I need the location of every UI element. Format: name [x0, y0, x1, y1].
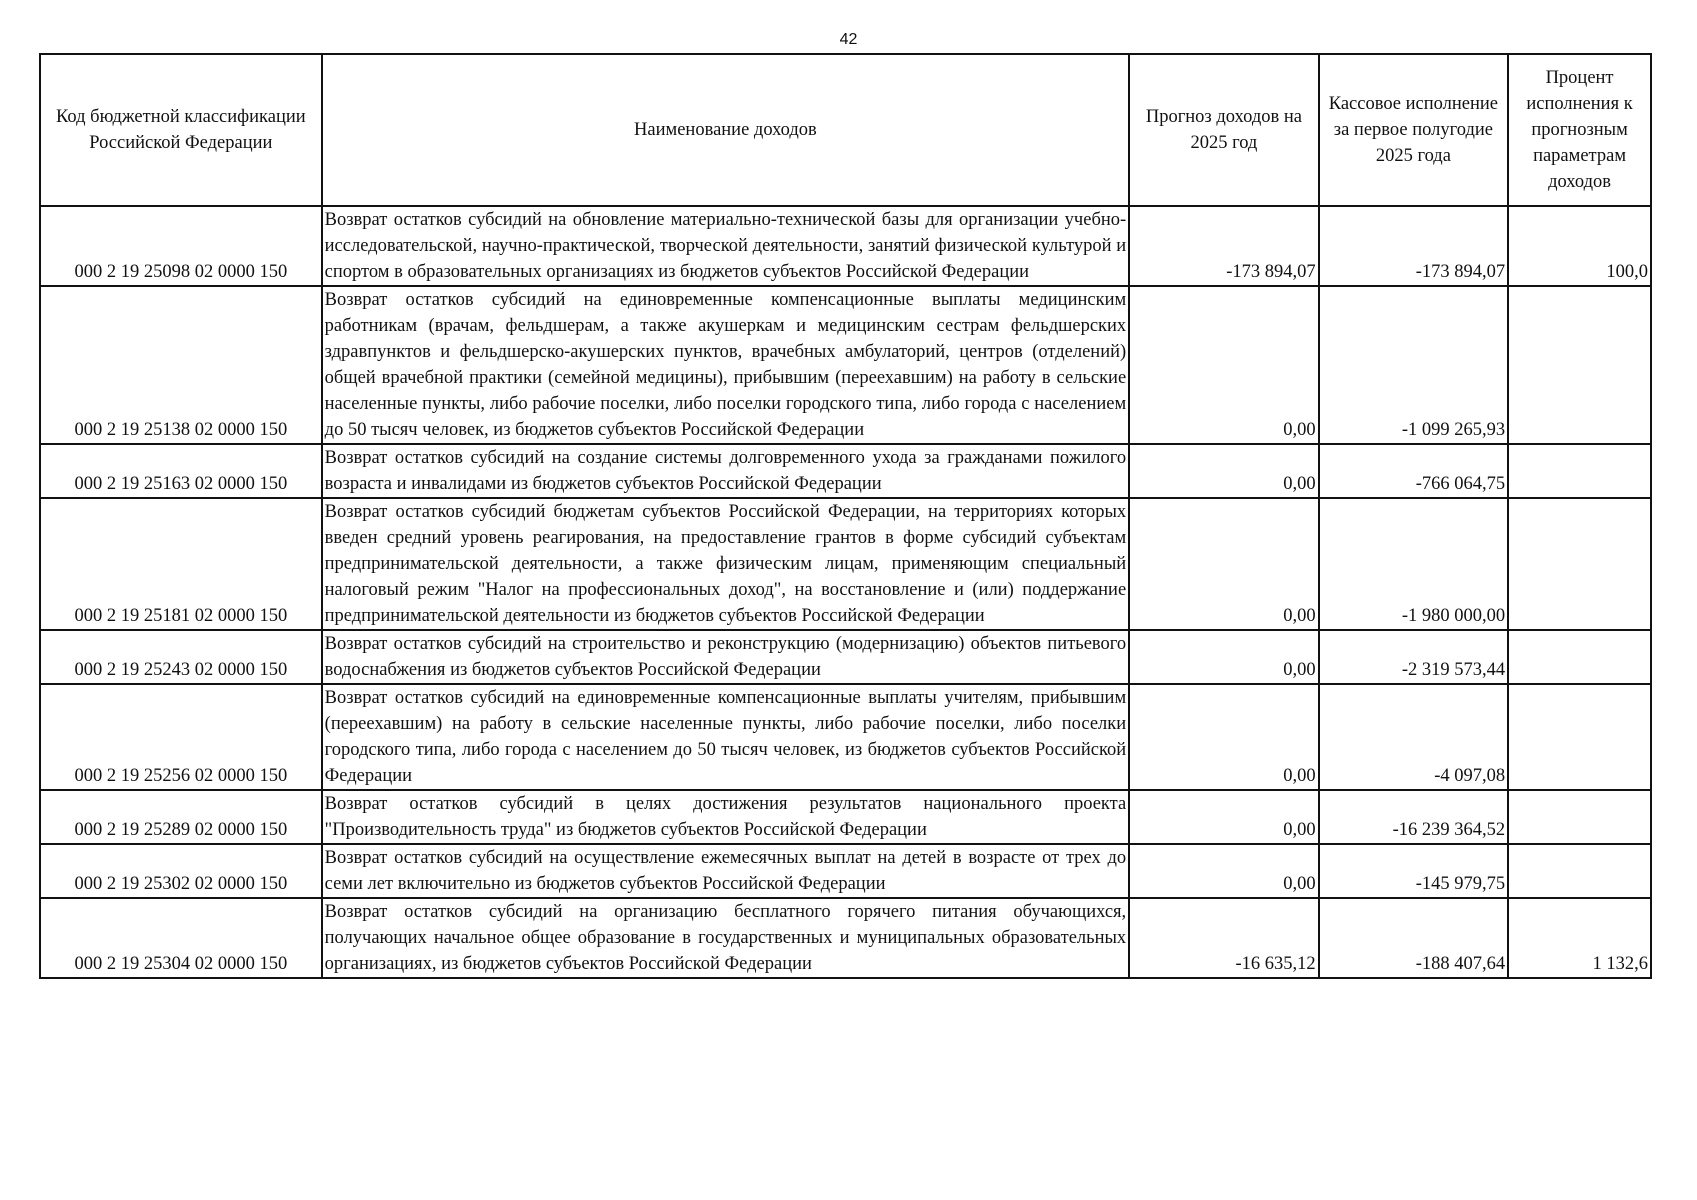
- row-name: Возврат остатков субсидий в целях достижения результатов национального проекта "Производительность труда" из бюджетов субъектов Российской Федерации: [322, 790, 1130, 844]
- table-row: [40, 790, 1651, 844]
- row-code: 000 2 19 25302 02 0000 150: [40, 844, 322, 898]
- row-name: Возврат остатков субсидий бюджетам субъектов Российской Федерации, на территориях которых введен средний уровень реагирования, на предоставление грантов в форме субсидий субъектам предпринимательской деятельности, а также физическим лицам, применяющим специальный налоговый режим "Налог на профессиональных доход", на восстановление и (или) поддержание предпринимательской деятельности из бюджетов субъектов Российской Федерации: [322, 498, 1130, 630]
- row-code: 000 2 19 25163 02 0000 150: [40, 444, 322, 498]
- row-execution: -173 894,07: [1319, 206, 1508, 286]
- table-row: [40, 844, 1651, 898]
- row-forecast: -16 635,12: [1129, 898, 1318, 978]
- row-percent: [1508, 498, 1651, 630]
- row-percent: [1508, 444, 1651, 498]
- row-name: Возврат остатков субсидий на создание системы долговременного ухода за гражданами пожилого возраста и инвалидами из бюджетов субъектов Российской Федерации: [322, 444, 1130, 498]
- header-code: Код бюджетной классификации Российской Федерации: [40, 54, 322, 206]
- header-percent: Процент исполнения к прогнозным параметрам доходов: [1508, 54, 1651, 206]
- row-execution: -1 099 265,93: [1319, 286, 1508, 444]
- row-percent: [1508, 630, 1651, 684]
- row-execution: -16 239 364,52: [1319, 790, 1508, 844]
- table-row: [40, 286, 1651, 444]
- row-percent: 100,0: [1508, 206, 1651, 286]
- table-row: [40, 898, 1651, 978]
- row-code: 000 2 19 25256 02 0000 150: [40, 684, 322, 790]
- row-code: 000 2 19 25289 02 0000 150: [40, 790, 322, 844]
- row-percent: [1508, 790, 1651, 844]
- row-forecast: 0,00: [1129, 844, 1318, 898]
- row-name: Возврат остатков субсидий на осуществление ежемесячных выплат на детей в возрасте от трех до семи лет включительно из бюджетов субъектов Российской Федерации: [322, 844, 1130, 898]
- table-row: [40, 444, 1651, 498]
- row-code: 000 2 19 25138 02 0000 150: [40, 286, 322, 444]
- table-row: [40, 630, 1651, 684]
- row-code: 000 2 19 25304 02 0000 150: [40, 898, 322, 978]
- row-percent: [1508, 844, 1651, 898]
- budget-revenue-table: [39, 53, 1652, 979]
- table-header-row: [40, 54, 1651, 206]
- row-percent: 1 132,6: [1508, 898, 1651, 978]
- row-code: 000 2 19 25181 02 0000 150: [40, 498, 322, 630]
- row-forecast: 0,00: [1129, 684, 1318, 790]
- row-name: Возврат остатков субсидий на единовременные компенсационные выплаты учителям, прибывшим (переехавшим) на работу в сельские населенные пункты, либо рабочие поселки, либо поселки городского типа, либо города с населением до 50 тысяч человек, из бюджетов субъектов Российской Федерации: [322, 684, 1130, 790]
- row-execution: -766 064,75: [1319, 444, 1508, 498]
- row-execution: -2 319 573,44: [1319, 630, 1508, 684]
- row-forecast: 0,00: [1129, 286, 1318, 444]
- row-forecast: 0,00: [1129, 790, 1318, 844]
- row-execution: -145 979,75: [1319, 844, 1508, 898]
- table-row: [40, 684, 1651, 790]
- row-forecast: 0,00: [1129, 630, 1318, 684]
- row-name: Возврат остатков субсидий на строительство и реконструкцию (модернизацию) объектов питьевого водоснабжения из бюджетов субъектов Российской Федерации: [322, 630, 1130, 684]
- page-number: 42: [839, 31, 858, 48]
- row-execution: -4 097,08: [1319, 684, 1508, 790]
- row-forecast: 0,00: [1129, 444, 1318, 498]
- row-name: Возврат остатков субсидий на организацию бесплатного горячего питания обучающихся, получающих начальное общее образование в государственных и муниципальных образовательных организациях, из бюджетов субъектов Российской Федерации: [322, 898, 1130, 978]
- header-forecast: Прогноз доходов на 2025 год: [1129, 54, 1318, 206]
- row-forecast: -173 894,07: [1129, 206, 1318, 286]
- row-percent: [1508, 684, 1651, 790]
- header-execution: Кассовое исполнение за первое полугодие 2025 года: [1319, 54, 1508, 206]
- row-code: 000 2 19 25098 02 0000 150: [40, 206, 322, 286]
- row-name: Возврат остатков субсидий на обновление материально-технической базы для организации учебно-исследовательской, научно-практической, творческой деятельности, занятий физической культурой и спортом в образовательных организациях из бюджетов субъектов Российской Федерации: [322, 206, 1130, 286]
- header-name: Наименование доходов: [322, 54, 1130, 206]
- row-execution: -1 980 000,00: [1319, 498, 1508, 630]
- row-percent: [1508, 286, 1651, 444]
- row-execution: -188 407,64: [1319, 898, 1508, 978]
- row-forecast: 0,00: [1129, 498, 1318, 630]
- row-name: Возврат остатков субсидий на единовременные компенсационные выплаты медицинским работникам (врачам, фельдшерам, а также акушеркам и медицинским сестрам фельдшерских здравпунктов и фельдшерско-акушерских пунктов, врачебных амбулаторий, центров (отделений) общей врачебной практики (семейной медицины), прибывшим (переехавшим) на работу в сельские населенные пункты, либо рабочие поселки, либо поселки городского типа, либо города с населением до 50 тысяч человек, из бюджетов субъектов Российской Федерации: [322, 286, 1130, 444]
- table-row: [40, 498, 1651, 630]
- table-row: [40, 206, 1651, 286]
- row-code: 000 2 19 25243 02 0000 150: [40, 630, 322, 684]
